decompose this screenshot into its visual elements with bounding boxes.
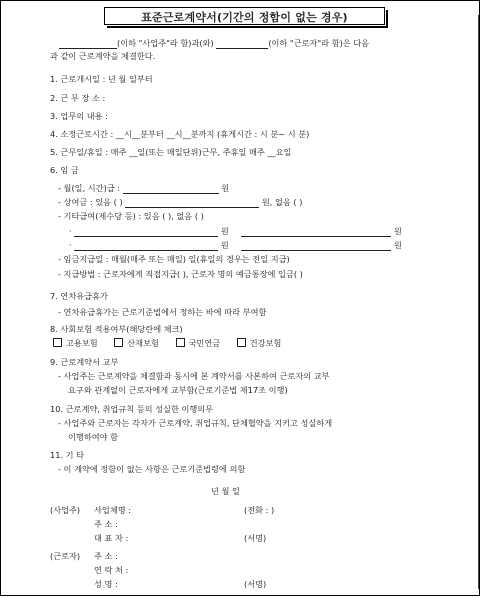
intro-line-1 xyxy=(59,38,369,49)
other-text: - 이 계약에 정함이 없는 사항은 근로기준법령에 의함 xyxy=(58,464,246,474)
section-delivery: 9. 근로계약서 교부 xyxy=(50,357,119,367)
page-title: 표준근로계약서(기간의 정함이 없는 경우) xyxy=(141,11,348,24)
insurance-item[interactable] xyxy=(53,338,98,348)
employer-name-blank[interactable] xyxy=(59,39,117,49)
insurance-label: 고용보험 xyxy=(66,338,98,348)
worker-signature[interactable]: (서명) xyxy=(244,579,267,589)
employer-rep-label: 대 표 자 : xyxy=(94,533,129,543)
won-label: 원 xyxy=(393,226,402,236)
intro-text-b: (이하 "근로자"라 함)은 다음 xyxy=(268,38,370,48)
other-pay-row-1 xyxy=(69,226,402,237)
bonus-none-label: 원, 없음 ( ) xyxy=(261,197,303,207)
section-annual-leave: 7. 연차유급휴가 xyxy=(50,291,108,301)
other-pay-blank-4[interactable] xyxy=(241,241,391,251)
wage-monthly-line xyxy=(58,183,229,194)
won-label: 원 xyxy=(393,240,402,250)
other-pay-row-2 xyxy=(69,240,402,251)
page-edge-line xyxy=(478,15,479,589)
delivery-text-2: 요구와 관계없이 근로자에게 교부함(근로기준법 제17조 이행) xyxy=(68,385,288,395)
section-workdays: 5. 근무일/휴일 : 매주 __일(또는 매일단위)근무, 주휴일 매주 __요일 xyxy=(50,147,292,157)
bonus-label: - 상여금 : 있음 ( ) xyxy=(58,197,123,207)
wage-monthly-won: 원 xyxy=(221,183,230,193)
pay-method-line: - 지급방법 : 근로자에게 직접지급( ), 근로자 명의 예금통장에 입금( ) xyxy=(58,269,303,279)
section-start-date: 1. 근로개시일 : 년 월 일부터 xyxy=(50,74,153,84)
checkbox[interactable] xyxy=(114,338,123,347)
bonus-amount-blank[interactable] xyxy=(125,198,259,208)
intro-line-2: 과 같이 근로계약을 체결한다. xyxy=(50,51,156,61)
other-pay-blank-3[interactable] xyxy=(74,241,218,251)
wage-monthly-label: - 월(일, 시간)급 : xyxy=(58,183,121,193)
insurance-item[interactable] xyxy=(237,338,282,348)
checkbox[interactable] xyxy=(176,338,185,347)
title-box xyxy=(104,7,385,25)
bullet: · xyxy=(69,226,72,236)
contract-date: 년 월 일 xyxy=(211,486,240,496)
won-label: 원 xyxy=(220,240,229,250)
bonus-line xyxy=(58,197,302,208)
section-insurance: 8. 사회보험 적용여부(해당란에 체크) xyxy=(50,324,183,334)
bullet: · xyxy=(69,240,72,250)
insurance-label: 건강보험 xyxy=(249,338,282,348)
delivery-text-1: - 사업주는 근로계약을 체결함과 동시에 본 계약서를 사본하여 근로자의 교부 xyxy=(58,371,330,381)
other-pay-blank-2[interactable] xyxy=(241,227,391,237)
employer-phone: (전화 : ) xyxy=(244,505,275,515)
section-other: 11. 기 타 xyxy=(50,450,85,460)
insurance-item[interactable] xyxy=(176,338,221,348)
section-workplace: 2. 근 무 장 소 : xyxy=(50,93,106,103)
section-wage: 6. 임 금 xyxy=(50,165,79,175)
payday-line: - 임금지급일 : 매월(매주 또는 매일) 일(휴일의 경우는 전일 지급) xyxy=(58,254,290,264)
insurance-checkboxes xyxy=(53,338,281,349)
worker-label: (근로자) xyxy=(50,551,81,561)
won-label: 원 xyxy=(220,226,229,236)
section-hours: 4. 소정근로시간 : __시__분부터 __시__분까지 (휴게시간 : 시 분~ 시 분) xyxy=(50,129,310,139)
employer-address-label: 주 소 : xyxy=(94,519,118,529)
section-obligation: 10. 근로계약, 취업규칙 등의 성실한 이행의무 xyxy=(50,404,214,414)
checkbox[interactable] xyxy=(53,338,62,347)
worker-name-blank[interactable] xyxy=(216,39,268,49)
worker-name-label: 성 명 : xyxy=(94,579,118,589)
checkbox[interactable] xyxy=(237,338,246,347)
employer-signature[interactable]: (서명) xyxy=(244,533,267,543)
other-pay-blank-1[interactable] xyxy=(74,227,218,237)
obligation-text-1: - 사업주와 근로자는 각자가 근로계약, 취업규칙, 단체협약을 지키고 성실하게 xyxy=(58,418,333,428)
insurance-item[interactable] xyxy=(114,338,159,348)
obligation-text-2: 이행하여야 함 xyxy=(68,432,119,442)
section-job: 3. 업무의 내용 : xyxy=(50,111,108,121)
annual-leave-text: - 연차유급휴가는 근로기준법에서 정하는 바에 따라 부여함 xyxy=(58,307,267,317)
insurance-label: 산재보험 xyxy=(127,338,159,348)
wage-monthly-blank[interactable] xyxy=(123,184,219,194)
worker-address-label: 주 소 : xyxy=(94,551,118,561)
other-pay-line: - 기타급여(제수당 등) : 있음 ( ), 없음 ( ) xyxy=(58,211,204,221)
employer-company-label: 사업체명 : xyxy=(94,505,131,515)
intro-text-a: (이하 "사업주"라 함)과(와) xyxy=(117,38,214,48)
worker-contact-label: 연 락 처 : xyxy=(94,565,129,575)
employer-label: (사업주) xyxy=(50,505,81,515)
insurance-label: 국민연금 xyxy=(188,338,221,348)
